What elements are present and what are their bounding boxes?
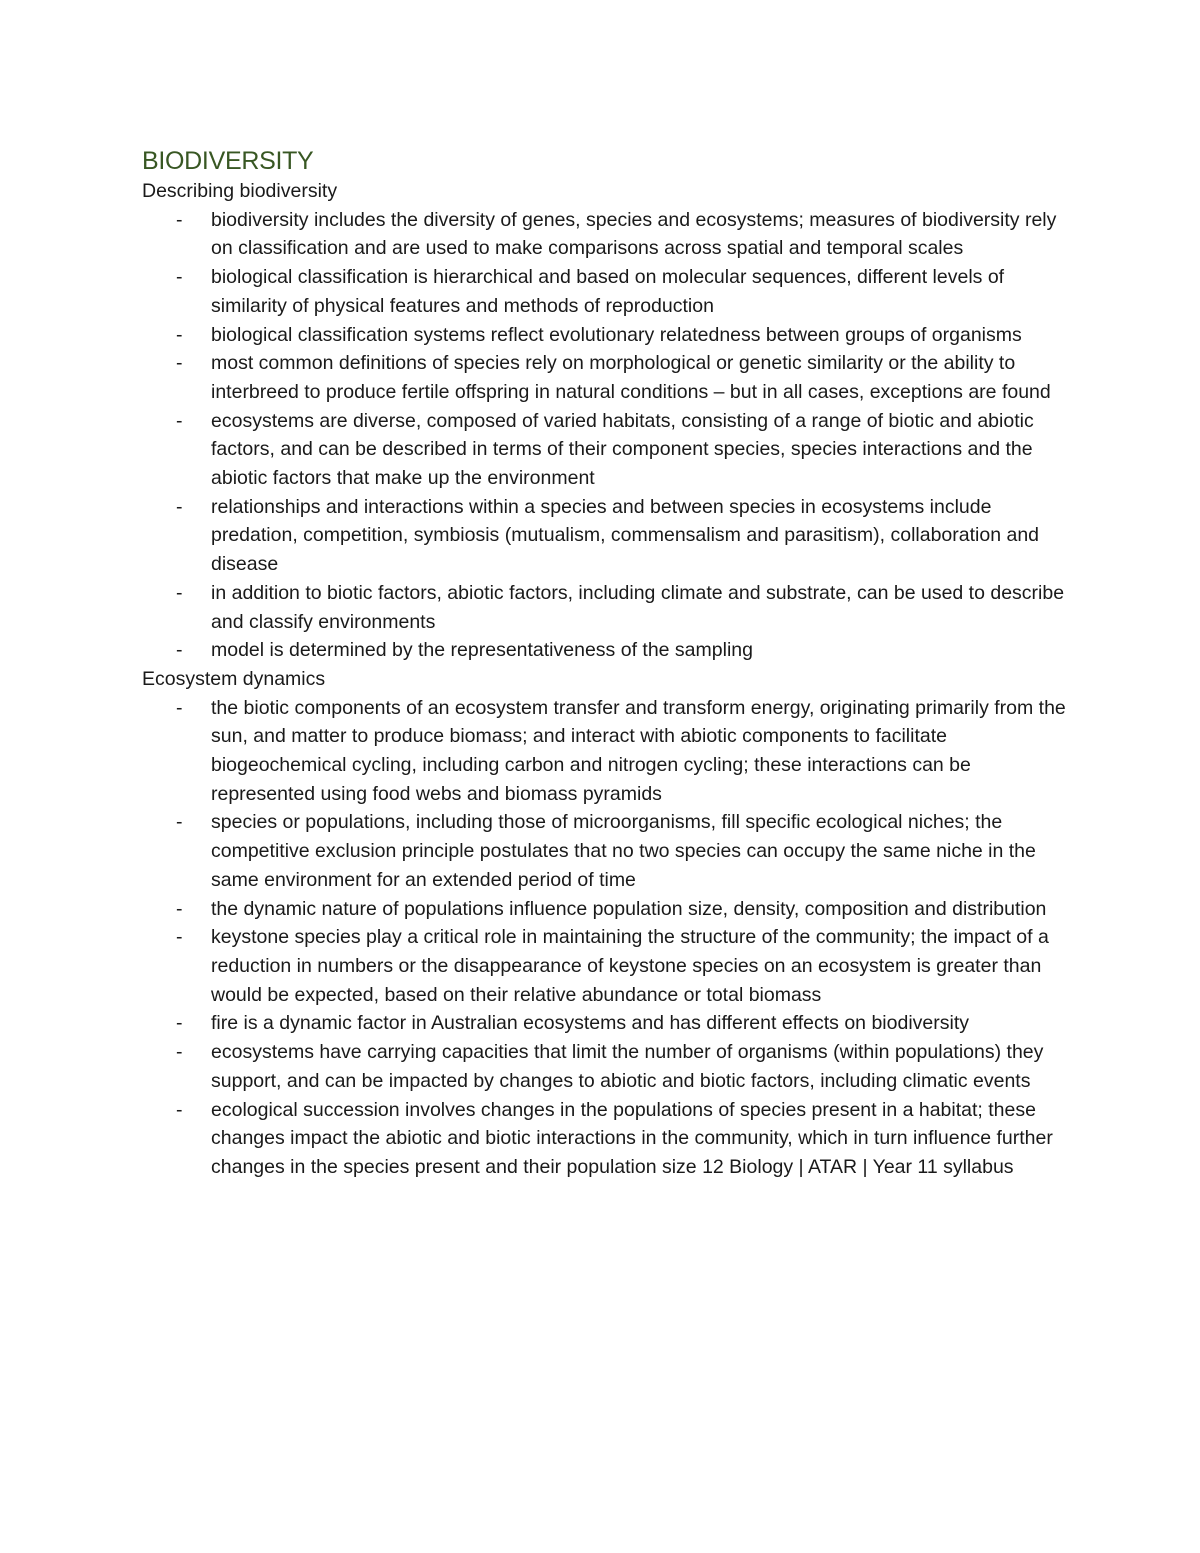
document-title: BIODIVERSITY bbox=[142, 147, 314, 175]
list-item-text: fire is a dynamic factor in Australian ecosystems and has different effects on biodiversity bbox=[211, 1012, 969, 1035]
dash-bullet-icon: - bbox=[176, 352, 183, 375]
list-item bbox=[142, 493, 1072, 579]
list-item-text: biological classification is hierarchical and based on molecular sequences, different levels of similarity of physical features and methods of reproduction bbox=[211, 266, 1005, 317]
list-item bbox=[142, 206, 1072, 263]
list-item bbox=[142, 321, 1072, 350]
list-item-text: ecological succession involves changes in the populations of species present in a habitat; these changes impact the abiotic and biotic interactions in the community, which in turn influence further changes in the species present and their population size 12 Biology | ATAR | Year 11 syllabus bbox=[211, 1098, 1053, 1178]
list-item bbox=[142, 263, 1072, 320]
list-item-text: most common definitions of species rely on morphological or genetic similarity or the ability to interbreed to produce fertile offspring in natural conditions – but in all cases, exceptions are found bbox=[211, 352, 1051, 403]
dash-bullet-icon: - bbox=[176, 323, 183, 346]
list-item bbox=[142, 349, 1072, 406]
list-item bbox=[142, 1038, 1072, 1095]
list-item-text: model is determined by the representativeness of the sampling bbox=[211, 639, 753, 662]
section-ecosystem-dynamics bbox=[142, 665, 1072, 1182]
dash-bullet-icon: - bbox=[176, 1012, 183, 1035]
list-item bbox=[142, 694, 1072, 809]
dash-bullet-icon: - bbox=[176, 266, 183, 289]
list-item bbox=[142, 923, 1072, 1009]
dash-bullet-icon: - bbox=[176, 208, 183, 231]
list-item bbox=[142, 579, 1072, 636]
section-heading: Ecosystem dynamics bbox=[142, 667, 326, 690]
list-item bbox=[142, 895, 1072, 924]
list-item-text: species or populations, including those of microorganisms, fill specific ecological niches; the competitive exclusion principle postulates that no two species can occupy the same niche in the same environment for an extended period of time bbox=[211, 811, 1036, 891]
list-item-text: in addition to biotic factors, abiotic factors, including climate and substrate, can be used to describe and classify environments bbox=[211, 581, 1065, 633]
list-item bbox=[142, 1009, 1072, 1038]
list-item bbox=[142, 808, 1072, 894]
dash-bullet-icon: - bbox=[176, 409, 183, 432]
list-item-text: ecosystems are diverse, composed of varied habitats, consisting of a range of biotic and abiotic factors, and can be described in terms of their component species, species interactions and the abiotic factors that make up the environment bbox=[211, 409, 1034, 490]
bullet-list bbox=[142, 206, 1072, 665]
list-item-text: the dynamic nature of populations influence population size, density, composition and distribution bbox=[211, 897, 1047, 920]
section-describing-biodiversity bbox=[142, 177, 1072, 665]
bullet-list bbox=[142, 694, 1072, 1182]
list-item-text: biodiversity includes the diversity of genes, species and ecosystems; measures of biodiversity rely on classification and are used to make comparisons across spatial and temporal scales bbox=[211, 208, 1057, 260]
list-item bbox=[142, 407, 1072, 493]
list-item-text: relationships and interactions within a species and between species in ecosystems include predation, competition, symbiosis (mutualism, commensalism and parasitism), collaboration and disease bbox=[211, 495, 1040, 576]
dash-bullet-icon: - bbox=[176, 897, 183, 920]
list-item-text: keystone species play a critical role in maintaining the structure of the community; the impact of a reduction in numbers or the disappearance of keystone species on an ecosystem is greater than would be expected, based on their relative abundance or total biomass bbox=[211, 926, 1049, 1006]
list-item-text: biological classification systems reflect evolutionary relatedness between groups of organisms bbox=[211, 323, 1022, 346]
section-heading: Describing biodiversity bbox=[142, 180, 338, 202]
dash-bullet-icon: - bbox=[176, 1098, 183, 1121]
dash-bullet-icon: - bbox=[176, 696, 183, 719]
dash-bullet-icon: - bbox=[176, 1041, 183, 1064]
list-item bbox=[142, 636, 1072, 665]
list-item-text: the biotic components of an ecosystem transfer and transform energy, originating primarily from the sun, and matter to produce biomass; and interact with abiotic components to facilitate biogeochemical cycling, including carbon and nitrogen cycling; these interactions can be represented using food webs and biomass pyramids bbox=[211, 696, 1066, 805]
list-item-text: ecosystems have carrying capacities that limit the number of organisms (within populations) they support, and can be impacted by changes to abiotic and biotic factors, including climatic events bbox=[211, 1041, 1044, 1092]
dash-bullet-icon: - bbox=[176, 811, 183, 834]
dash-bullet-icon: - bbox=[176, 639, 183, 662]
dash-bullet-icon: - bbox=[176, 926, 183, 949]
document-page bbox=[142, 145, 1072, 1182]
dash-bullet-icon: - bbox=[176, 581, 183, 604]
dash-bullet-icon: - bbox=[176, 495, 183, 518]
list-item bbox=[142, 1096, 1072, 1182]
